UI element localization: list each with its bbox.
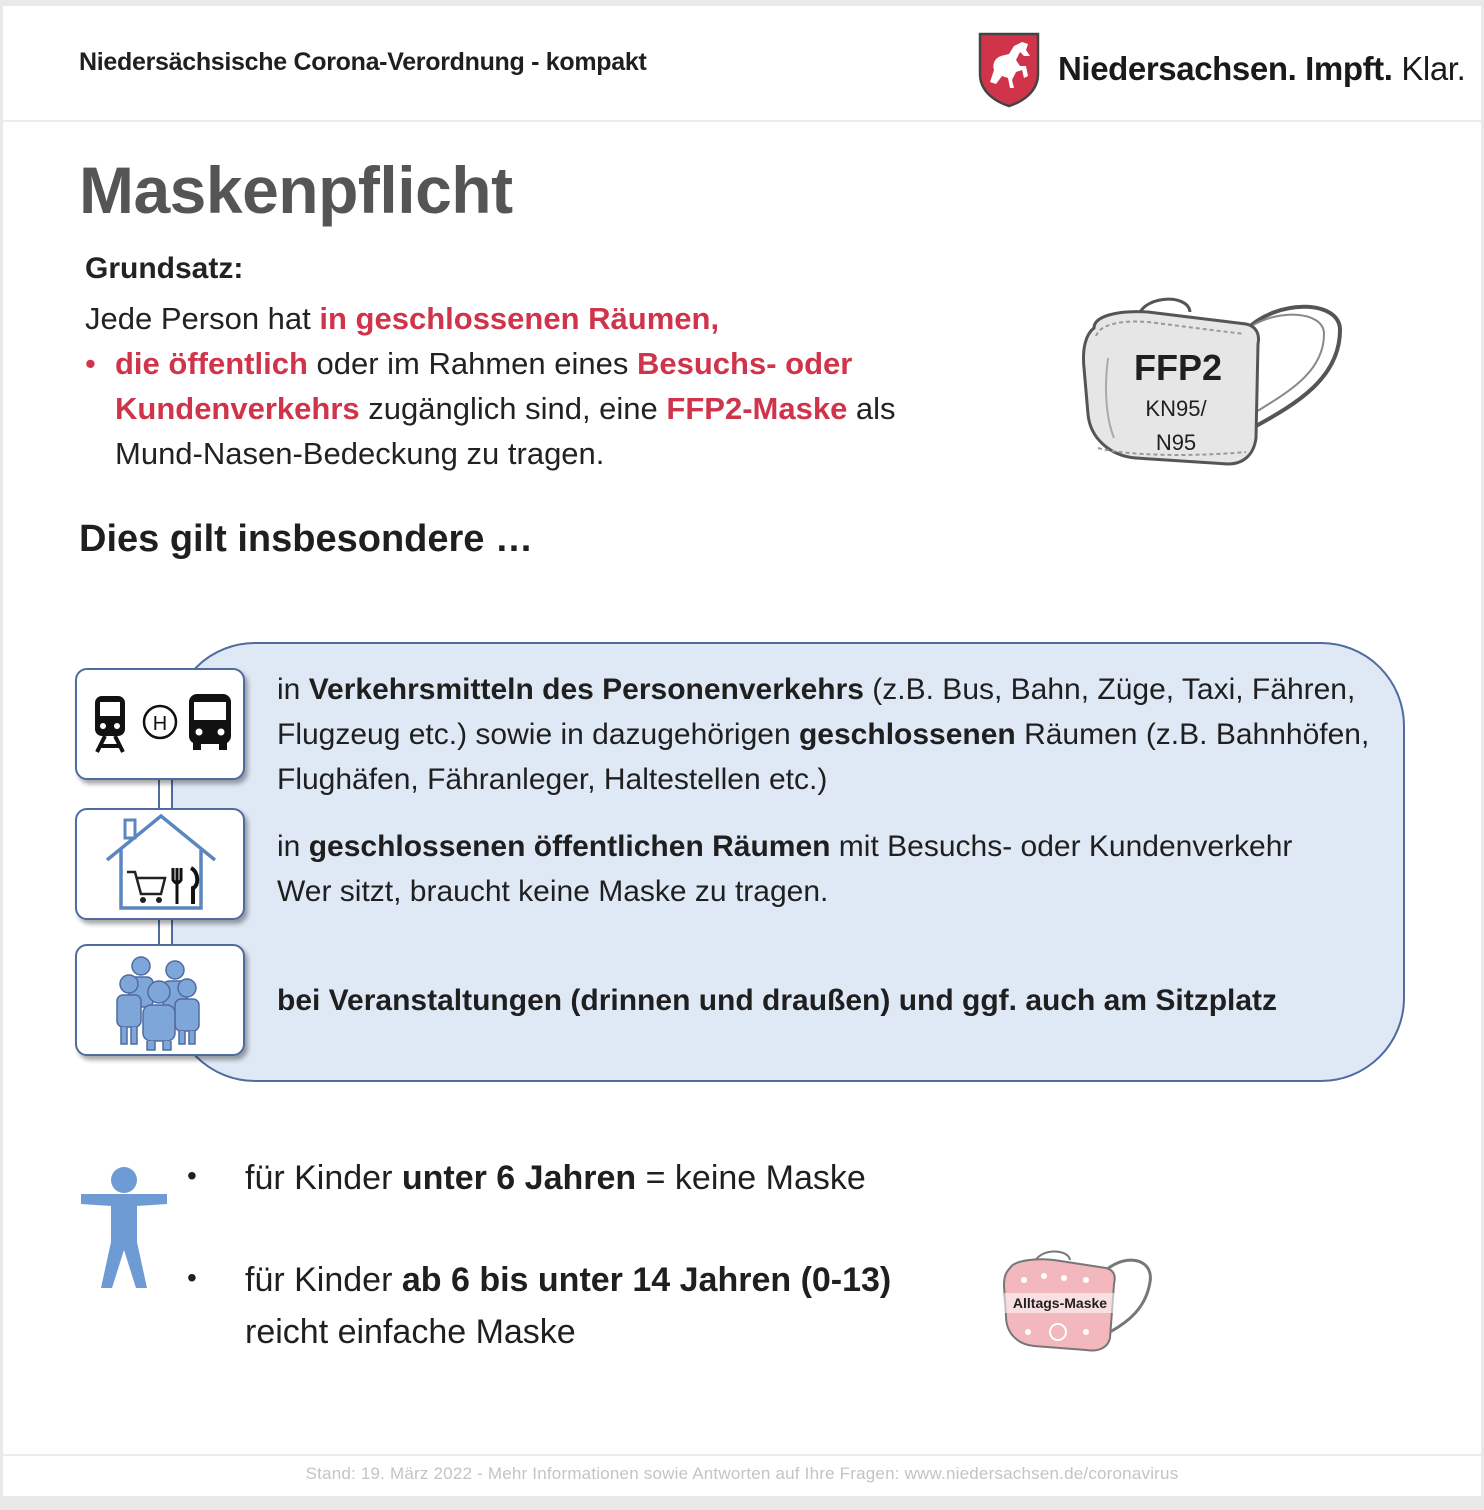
brand-logo	[976, 30, 1476, 110]
rule-public-rooms-line-1	[277, 824, 1417, 869]
transport-icon	[77, 670, 243, 778]
slide	[3, 6, 1481, 1496]
children-bullet-2: •	[187, 1262, 197, 1293]
children-rule-1	[245, 1152, 866, 1204]
rule-events: bei Veranstaltungen (drinnen und draußen) und ggf. auch am Sitzplatz	[277, 984, 1278, 1017]
header-bar	[3, 6, 1481, 122]
transport-icon-box	[75, 668, 245, 780]
section-subheading: Dies gilt insbesondere …	[79, 518, 533, 560]
header-title: Niedersächsische Corona-Verordnung - kompakt	[79, 48, 647, 76]
grundsatz-line-1	[85, 296, 965, 341]
children-rule-1-bold: unter 6 Jahren	[401, 1159, 637, 1197]
grundsatz-text-4: als Mund-Nasen-Bedeckung zu tragen.	[115, 391, 896, 471]
brand-slogan-rest: Klar.	[1392, 50, 1466, 87]
rule-public-rooms-bold: geschlossenen öffentlichen Räumen	[308, 830, 831, 863]
public-building-icon	[77, 810, 243, 918]
child-figure-icon	[81, 1166, 167, 1296]
grundsatz-label: Grundsatz:	[85, 252, 244, 285]
alltags-mask-label: Alltags-Maske	[1012, 1295, 1108, 1311]
grundsatz-text-1: Jede Person hat	[85, 301, 320, 336]
brand-slogan-bold: Niedersachsen. Impft.	[1058, 50, 1393, 87]
crowd-icon-box	[75, 944, 245, 1056]
children-rule-2-bold: ab 6 bis unter 14 Jahren (0-13)	[401, 1261, 892, 1299]
children-rule-2-line-2: reicht einfache Maske	[245, 1313, 576, 1351]
footer-divider	[3, 1454, 1481, 1456]
grundsatz-highlight-4: FFP2-Maske	[666, 391, 848, 426]
rule-public-rooms-line-2: Wer sitzt, braucht keine Maske zu tragen.	[277, 875, 829, 908]
rule-transport	[277, 667, 1387, 802]
ffp2-mask-sublabel-2: N95	[1155, 430, 1197, 455]
ffp2-mask-label: FFP2	[1133, 347, 1223, 388]
alltags-mask-icon	[998, 1246, 1158, 1356]
grundsatz-highlight-2: die öffentlich	[115, 346, 308, 381]
grundsatz-highlight-1: in geschlossenen Räumen,	[319, 301, 720, 336]
rule-public-rooms	[277, 824, 1417, 914]
page-title: Maskenpflicht	[79, 153, 513, 227]
brand-slogan	[1058, 50, 1465, 88]
rule-transport-text-2: (z.B. Bus, Bahn, Züge, Taxi, Fähren, Flugzeug etc.) sowie in dazugehörigen	[277, 673, 1356, 751]
children-rule-2-text: für Kinder	[245, 1261, 402, 1299]
children-rule-1-text: für Kinder	[245, 1159, 402, 1197]
grundsatz-highlight-3: Besuchs- oder Kundenverkehrs	[115, 346, 853, 426]
children-rule-2	[245, 1254, 891, 1306]
children-rule-1-rest: = keine Maske	[636, 1159, 866, 1197]
rule-transport-text-3: Räumen (z.B. Bahnhöfen, Flughäfen, Fähranleger, Haltestellen etc.)	[277, 718, 1370, 796]
rule-transport-bold-1: Verkehrsmitteln des Personenverkehrs	[308, 673, 864, 706]
bus-stop-letter: H	[152, 713, 168, 735]
public-building-icon-box	[75, 808, 245, 920]
grundsatz-paragraph	[85, 296, 965, 476]
children-bullet-1: •	[187, 1160, 197, 1191]
bullet-dot: •	[85, 346, 96, 381]
rule-public-rooms-text-1: in	[277, 830, 309, 863]
grundsatz-bullet	[85, 341, 965, 476]
ffp2-mask-icon	[1078, 288, 1348, 488]
rule-public-rooms-text-2: mit Besuchs- oder Kundenverkehr	[830, 830, 1293, 863]
footer-text: Stand: 19. März 2022 - Mehr Informationen sowie Antworten auf Ihre Fragen: www.niedersachsen.de/coronavirus	[305, 1464, 1179, 1483]
niedersachsen-horse-crest-icon	[976, 30, 1042, 108]
grundsatz-text-3: zugänglich sind, eine	[359, 391, 667, 426]
rule-transport-text-1: in	[277, 673, 309, 706]
crowd-icon	[77, 946, 243, 1054]
grundsatz-text-2: oder im Rahmen eines	[307, 346, 637, 381]
rule-transport-bold-2: geschlossenen	[798, 718, 1016, 751]
ffp2-mask-sublabel-1: KN95/	[1145, 396, 1207, 421]
